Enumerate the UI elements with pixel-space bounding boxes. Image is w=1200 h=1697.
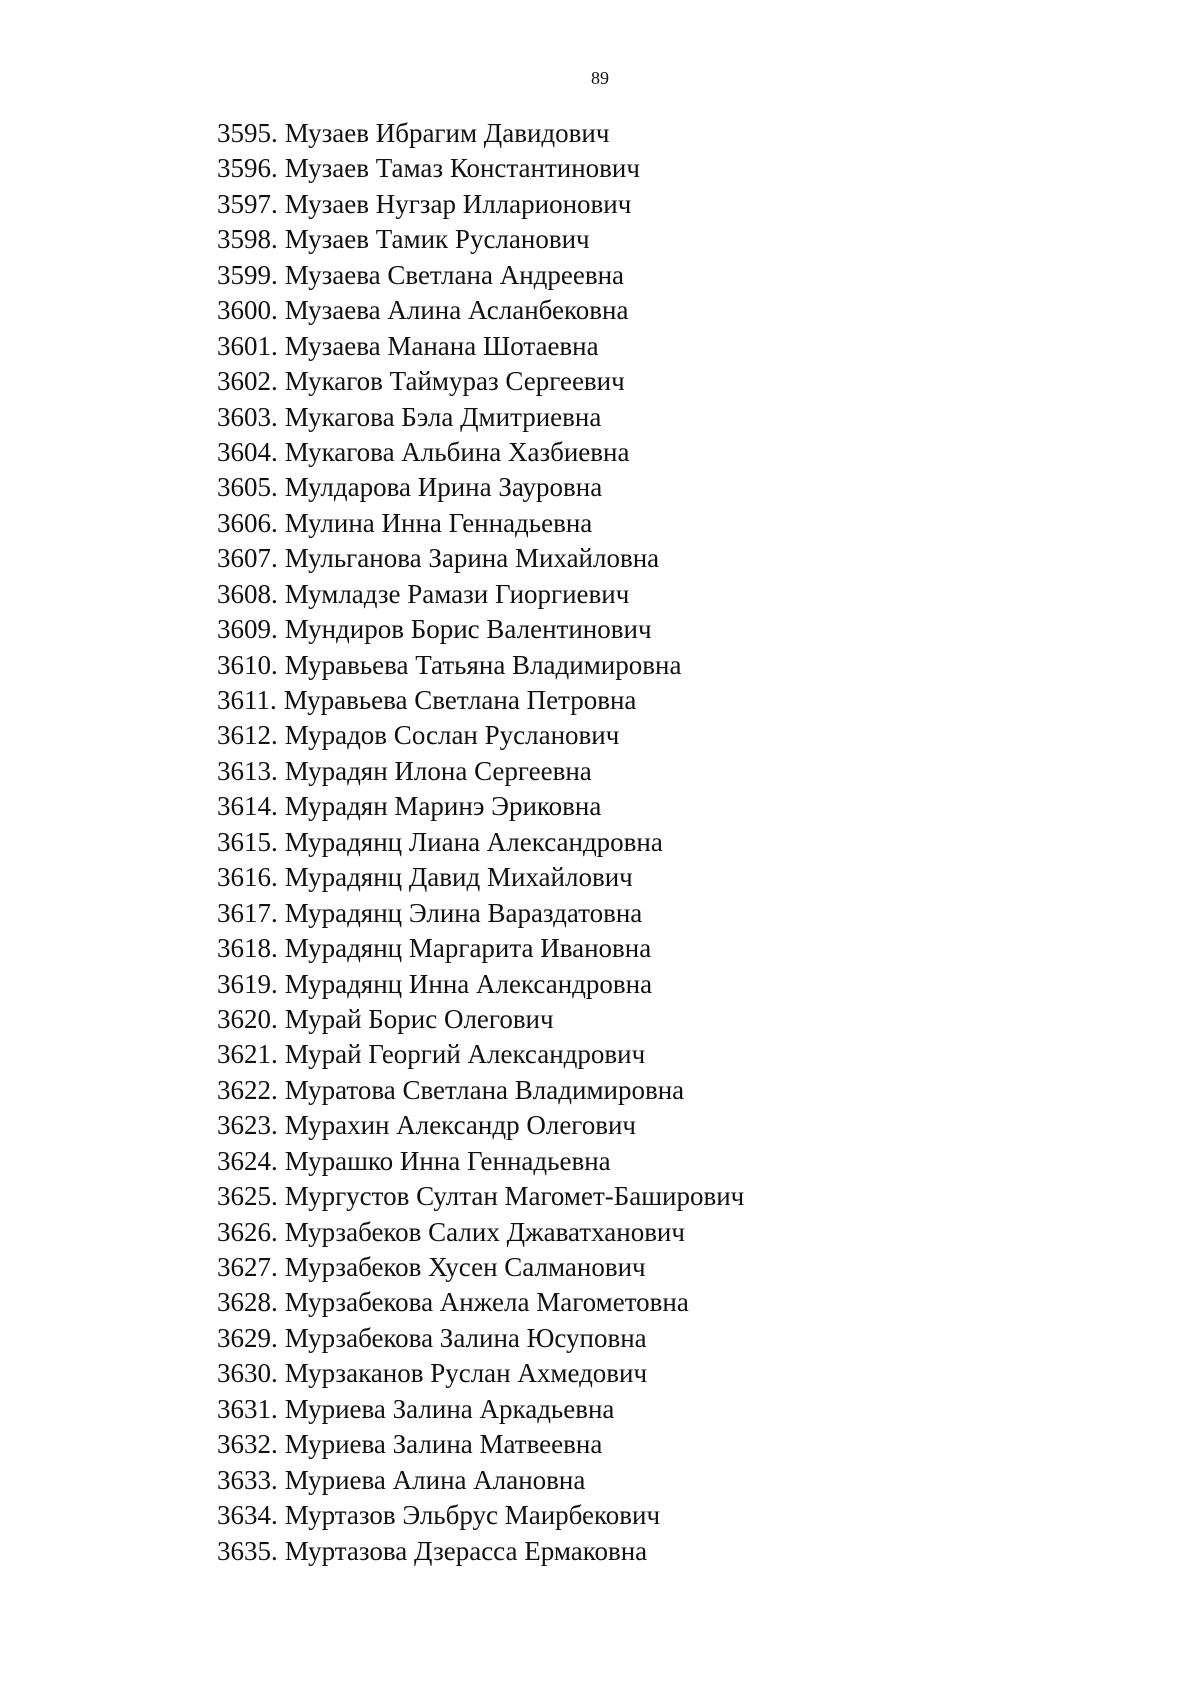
- list-item: [217, 1144, 744, 1179]
- entry-number: 3632.: [217, 1429, 278, 1460]
- entry-number: 3621.: [217, 1039, 278, 1070]
- entry-name: Мурашко Инна Геннадьевна: [284, 1145, 611, 1176]
- entry-name: Музаев Ибрагим Давидович: [284, 118, 610, 148]
- entry-number: 3617.: [217, 897, 278, 928]
- list-item: [217, 470, 744, 505]
- name-list: [217, 116, 744, 1569]
- list-item: [217, 293, 744, 328]
- entry-name: Мурадов Сослан Русланович: [284, 720, 620, 751]
- entry-name: Музаева Алина Асланбековна: [284, 295, 629, 326]
- entry-name: Муртазов Эльбрус Маирбекович: [284, 1500, 661, 1531]
- entry-number: 3635.: [217, 1535, 278, 1566]
- entry-name: Мурзабеков Салих Джаватханович: [284, 1216, 685, 1247]
- entry-number: 3598.: [217, 224, 278, 255]
- entry-number: 3626.: [217, 1216, 278, 1247]
- entry-name: Мурзабеков Хусен Салманович: [284, 1252, 646, 1282]
- entry-name: Мурадян Илона Сергеевна: [284, 755, 592, 786]
- entry-number: 3631.: [217, 1393, 278, 1424]
- entry-number: 3602.: [217, 366, 278, 397]
- list-item: [217, 860, 744, 895]
- list-item: [217, 1215, 744, 1250]
- entry-name: Мукагова Альбина Хазбиевна: [284, 436, 630, 467]
- list-item: [217, 1321, 744, 1356]
- entry-name: Мурахин Александр Олегович: [284, 1110, 636, 1141]
- entry-number: 3599.: [217, 259, 278, 290]
- list-item: [217, 435, 744, 470]
- page-number: 89: [591, 68, 609, 88]
- list-item: [217, 931, 744, 966]
- entry-number: 3628.: [217, 1287, 278, 1318]
- entry-name: Мурадянц Лиана Александровна: [284, 826, 663, 857]
- list-item: [217, 825, 744, 860]
- entry-number: 3622.: [217, 1074, 278, 1105]
- list-item: [217, 789, 744, 824]
- list-item: [217, 1427, 744, 1462]
- entry-number: 3625.: [217, 1181, 278, 1212]
- entry-name: Муриева Алина Алановна: [284, 1464, 586, 1495]
- entry-name: Мукагов Таймураз Сергеевич: [284, 366, 625, 397]
- entry-number: 3630.: [217, 1358, 278, 1389]
- list-item: [217, 1002, 744, 1037]
- entry-name: Мурадянц Давид Михайлович: [284, 862, 633, 893]
- entry-number: 3610.: [217, 649, 278, 680]
- list-item: [217, 648, 744, 683]
- list-item: [217, 1392, 744, 1427]
- entry-number: 3600.: [217, 295, 278, 326]
- list-item: [217, 718, 744, 753]
- entry-name: Мурай Георгий Александрович: [284, 1039, 646, 1070]
- entry-number: 3614.: [217, 791, 278, 822]
- entry-name: Музаев Нугзар Илларионович: [284, 188, 632, 219]
- entry-name: Мурзабекова Анжела Магометовна: [284, 1287, 689, 1318]
- entry-name: Муравьева Светлана Петровна: [283, 685, 637, 715]
- entry-number: 3612.: [217, 720, 278, 751]
- list-item: [217, 541, 744, 576]
- entry-name: Мурзаканов Руслан Ахмедович: [284, 1358, 648, 1389]
- list-item: [217, 364, 744, 399]
- entry-number: 3595.: [217, 118, 278, 148]
- list-item: [217, 1463, 744, 1498]
- list-item: [217, 1108, 744, 1143]
- entry-number: 3624.: [217, 1145, 278, 1176]
- entry-number: 3620.: [217, 1003, 278, 1034]
- entry-name: Мурзабекова Залина Юсуповна: [284, 1322, 647, 1353]
- list-item: [217, 187, 744, 222]
- entry-number: 3596.: [217, 153, 278, 184]
- entry-number: 3634.: [217, 1500, 278, 1531]
- entry-name: Музаев Тамик Русланович: [284, 224, 590, 255]
- list-item: [217, 329, 744, 364]
- list-item: [217, 1179, 744, 1214]
- entry-number: 3604.: [217, 436, 278, 467]
- entry-name: Мукагова Бэла Дмитриевна: [284, 401, 602, 432]
- entry-name: Музаева Манана Шотаевна: [284, 330, 599, 361]
- list-item: [217, 612, 744, 647]
- entry-name: Мульганова Зарина Михайловна: [284, 543, 660, 574]
- entry-number: 3597.: [217, 188, 278, 219]
- entry-number: 3613.: [217, 755, 278, 786]
- entry-name: Муравьева Татьяна Владимировна: [284, 649, 682, 680]
- entry-name: Муртазова Дзерасса Ермаковна: [284, 1535, 648, 1566]
- entry-number: 3606.: [217, 507, 278, 538]
- entry-name: Мурадянц Маргарита Ивановна: [284, 933, 652, 964]
- list-item: [217, 577, 744, 612]
- entry-number: 3619.: [217, 968, 278, 999]
- list-item: [217, 400, 744, 435]
- entry-name: Муриева Залина Аркадьевна: [284, 1393, 615, 1424]
- entry-name: Мулина Инна Геннадьевна: [284, 507, 593, 538]
- entry-number: 3623.: [217, 1110, 278, 1141]
- entry-number: 3605.: [217, 472, 278, 503]
- list-item: [217, 151, 744, 186]
- entry-name: Муратова Светлана Владимировна: [284, 1074, 685, 1105]
- entry-name: Мурадянц Элина Вараздатовна: [284, 897, 643, 928]
- list-item: [217, 967, 744, 1002]
- entry-number: 3601.: [217, 330, 278, 361]
- entry-name: Мурай Борис Олегович: [284, 1003, 554, 1034]
- list-item: [217, 896, 744, 931]
- list-item: [217, 1534, 744, 1569]
- entry-number: 3633.: [217, 1464, 278, 1495]
- entry-number: 3609.: [217, 614, 278, 645]
- entry-number: 3603.: [217, 401, 278, 432]
- list-item: [217, 754, 744, 789]
- entry-number: 3629.: [217, 1322, 278, 1353]
- list-item: [217, 222, 744, 257]
- list-item: [217, 116, 744, 151]
- entry-name: Мундиров Борис Валентинович: [284, 614, 652, 645]
- entry-name: Мургустов Султан Магомет-Баширович: [284, 1181, 745, 1212]
- entry-number: 3627.: [217, 1252, 278, 1282]
- list-item: [217, 1356, 744, 1391]
- entry-name: Мурадян Маринэ Эриковна: [284, 791, 602, 822]
- entry-name: Музаев Тамаз Константинович: [284, 153, 640, 184]
- entry-name: Музаева Светлана Андреевна: [284, 259, 625, 290]
- list-item: [217, 1250, 744, 1285]
- entry-number: 3608.: [217, 578, 278, 609]
- list-item: [217, 506, 744, 541]
- list-item: [217, 1073, 744, 1108]
- entry-number: 3618.: [217, 933, 278, 964]
- entry-name: Мулдарова Ирина Зауровна: [284, 472, 603, 503]
- entry-number: 3611.: [217, 685, 277, 715]
- entry-name: Мумладзе Рамази Гиоргиевич: [284, 578, 630, 609]
- list-item: [217, 683, 744, 718]
- list-item: [217, 258, 744, 293]
- entry-name: Мурадянц Инна Александровна: [284, 968, 653, 999]
- list-item: [217, 1285, 744, 1320]
- list-item: [217, 1037, 744, 1072]
- entry-number: 3615.: [217, 826, 278, 857]
- entry-number: 3616.: [217, 862, 278, 893]
- entry-name: Муриева Залина Матвеевна: [284, 1429, 603, 1460]
- entry-number: 3607.: [217, 543, 278, 574]
- list-item: [217, 1498, 744, 1533]
